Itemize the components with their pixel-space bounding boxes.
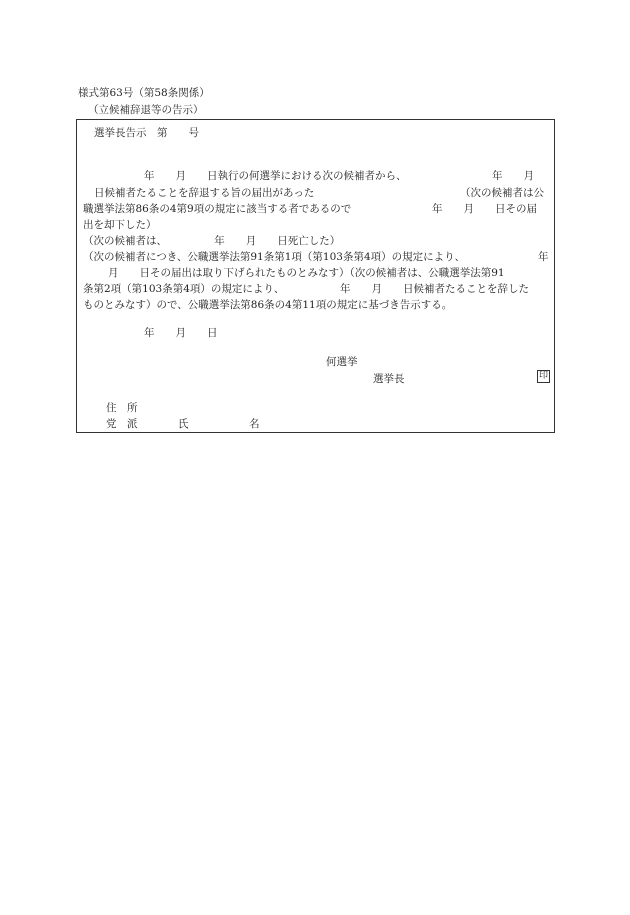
notice-line-1-left: 年 月 日執行の何選挙における次の候補者から、 [144, 170, 407, 182]
notice-line-6-left: （次の候補者につき、公職選挙法第91条第1項（第103条第4項）の規定により、 [83, 251, 466, 263]
notice-line-9: ものとみなす）ので、公職選挙法第86条の4第11項の規定に基づき告示する。 [83, 299, 453, 311]
notice-line-8-left: 条第2項（第103条第4項）の規定により、 [83, 283, 285, 295]
address-label: 住 所 [106, 402, 138, 414]
notice-line-8-right: 年 月 日候補者たることを辞した [340, 283, 529, 295]
name-label-first-char: 氏 [178, 418, 189, 430]
election-name: 何選挙 [326, 356, 358, 368]
notice-line-2-left: 日候補者たることを辞退する旨の届出があった [94, 187, 315, 199]
election-chair-title: 選挙長 [373, 373, 405, 385]
notice-line-7: 月 日その届出は取り下げられたものとみなす）（次の候補者は、公職選挙法第91 [108, 267, 505, 279]
name-label-second-char: 名 [249, 418, 260, 430]
notice-line-4: 出を却下した） [83, 219, 157, 231]
notice-date-line: 年 月 日 [144, 327, 218, 339]
party-label: 党 派 [106, 418, 138, 430]
notice-line-5: （次の候補者は、 年 月 日死亡した） [83, 235, 341, 247]
notice-line-2-right: （次の候補者は公 [460, 187, 544, 199]
notice-line-3-left: 職選挙法第86条の4第9項の規定に該当する者であるので [83, 203, 352, 215]
notice-title: 選挙長告示 第 号 [94, 127, 199, 139]
notice-line-3-right: 年 月 日その届 [432, 203, 537, 215]
form-subtitle: （立候補辞退等の告示） [88, 104, 204, 116]
form-number: 様式第63号（第58条関係） [78, 87, 210, 99]
seal-stamp: 印 [538, 371, 548, 381]
notice-line-1-right: 年 月 [492, 170, 534, 182]
notice-line-6-right: 年 [538, 251, 549, 263]
